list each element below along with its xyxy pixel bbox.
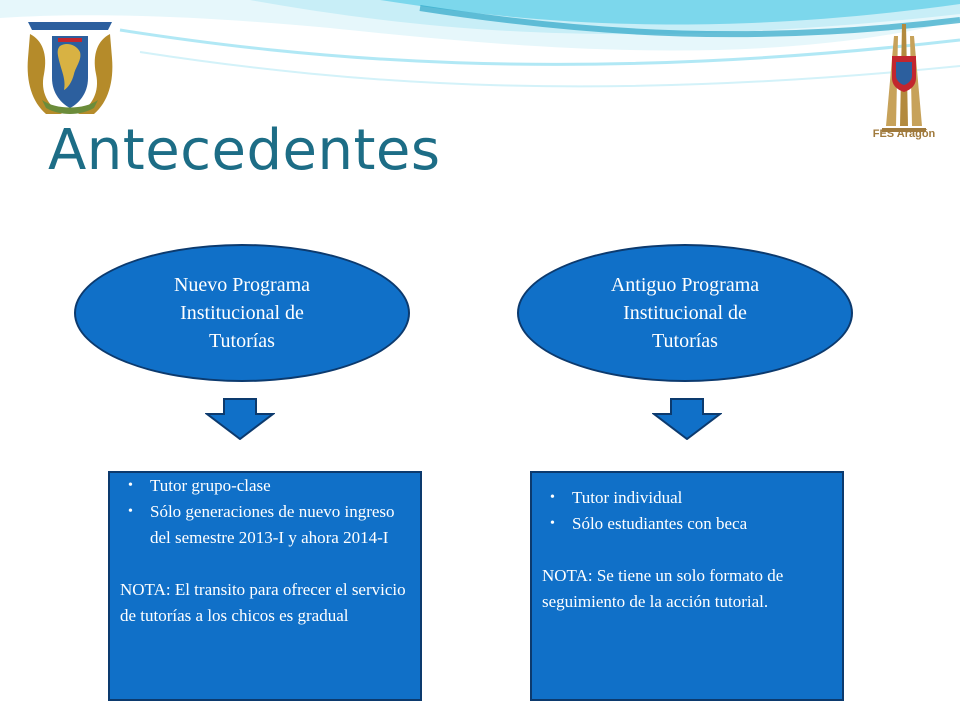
list-item: • Sólo generaciones de nuevo ingreso del semestre 2013-I y ahora 2014-I bbox=[150, 499, 410, 551]
old-program-details-box bbox=[530, 471, 844, 701]
fes-aragon-logo-icon bbox=[872, 16, 936, 144]
slide-title: Antecedentes bbox=[48, 118, 441, 183]
old-program-heading: Antiguo Programa Institucional de Tutorías bbox=[610, 274, 760, 352]
down-arrow-icon bbox=[205, 398, 275, 440]
list-item: • Tutor grupo-clase bbox=[150, 473, 410, 499]
new-program-bullet-list bbox=[120, 473, 410, 551]
down-arrow-icon bbox=[652, 398, 722, 440]
new-program-ellipse bbox=[74, 244, 410, 382]
new-program-note: NOTA: El transito para ofrecer el servicio de tutorías a los chicos es gradual bbox=[120, 580, 406, 625]
header-waves bbox=[0, 0, 960, 130]
old-program-ellipse bbox=[517, 244, 853, 382]
unam-logo-icon bbox=[22, 16, 118, 120]
old-program-note: NOTA: Se tiene un solo formato de seguimiento de la acción tutorial. bbox=[542, 566, 784, 611]
new-program-details-box bbox=[108, 471, 422, 701]
new-program-heading: Nuevo Programa Institucional de Tutorías bbox=[173, 274, 311, 352]
list-item: • Sólo estudiantes con beca bbox=[572, 511, 832, 537]
fes-aragon-caption: FES Aragón bbox=[872, 128, 936, 140]
old-program-bullet-list bbox=[542, 485, 832, 537]
list-item: • Tutor individual bbox=[572, 485, 832, 511]
